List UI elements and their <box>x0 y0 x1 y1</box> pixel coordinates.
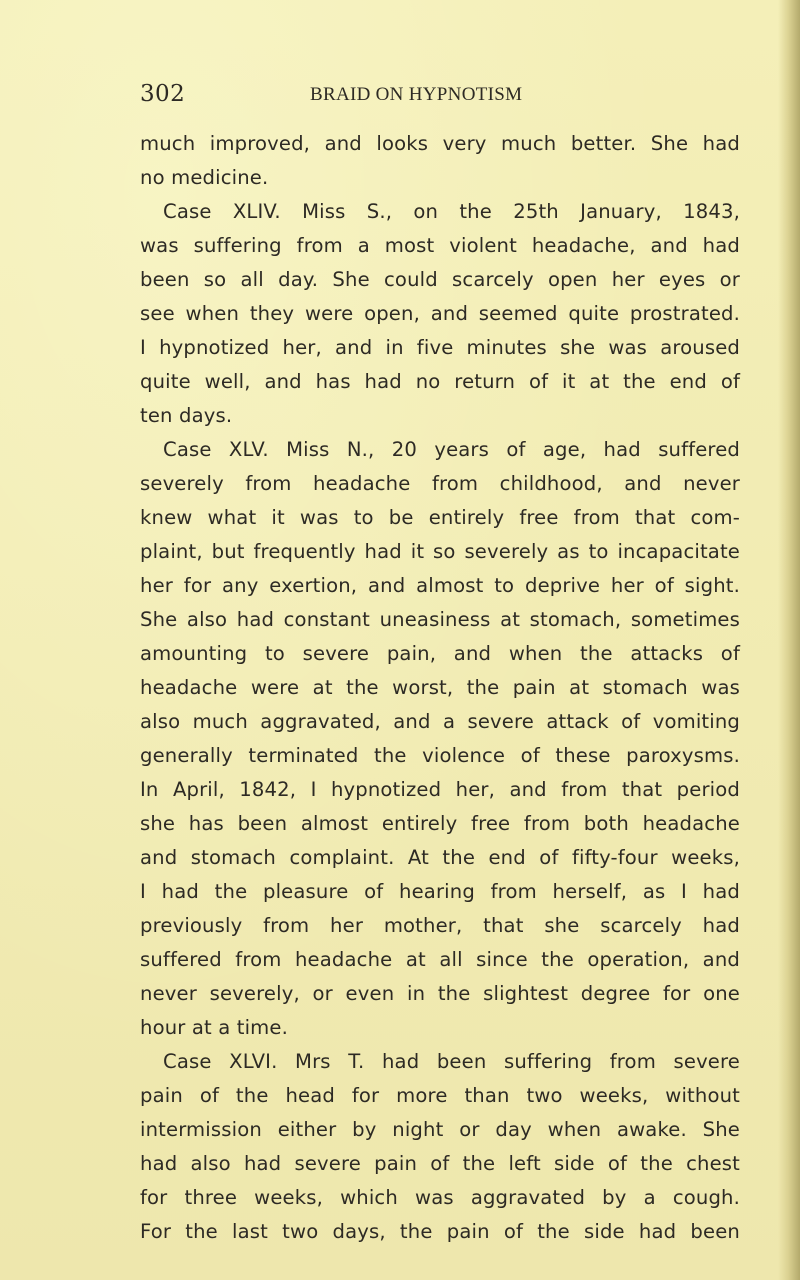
text-line: never severely, or even in the slightest degree for one <box>140 982 740 1005</box>
running-title: BRAID ON HYPNOTISM <box>310 84 523 105</box>
text-line: I hypnotized her, and in five minutes she was aroused <box>140 336 740 359</box>
text-line: hour at a time. <box>140 1016 289 1039</box>
text-line: quite well, and has had no return of it at the end of <box>140 370 740 393</box>
text-line: she has been almost entirely free from both headache <box>140 812 740 835</box>
text-line: severely from headache from childhood, and never <box>140 472 740 495</box>
text-line: previously from her mother, that she scarcely had <box>140 914 740 937</box>
body-text <box>140 128 740 1248</box>
text-line: her for any exertion, and almost to deprive her of sight. <box>140 574 740 597</box>
text-line: Case XLIV. Miss S., on the 25th January, 1843, <box>163 200 740 223</box>
page-number: 302 <box>140 81 186 107</box>
text-line: no medicine. <box>140 166 269 189</box>
text-line: headache were at the worst, the pain at stomach was <box>140 676 740 699</box>
text-line: Case XLVI. Mrs T. had been suffering from severe <box>163 1050 740 1073</box>
text-line: ten days. <box>140 404 233 427</box>
text-line: pain of the head for more than two weeks, without <box>140 1084 740 1107</box>
text-line: and stomach complaint. At the end of fifty-four weeks, <box>140 846 740 869</box>
text-line: For the last two days, the pain of the side had been <box>140 1220 740 1243</box>
text-line: see when they were open, and seemed quite prostrated. <box>140 302 740 325</box>
text-line: generally terminated the violence of these paroxysms. <box>140 744 740 767</box>
text-line: also much aggravated, and a severe attack of vomiting <box>140 710 740 733</box>
text-line: Case XLV. Miss N., 20 years of age, had suffered <box>163 438 740 461</box>
text-line: amounting to severe pain, and when the attacks of <box>140 642 740 665</box>
text-line: intermission either by night or day when awake. She <box>140 1118 740 1141</box>
text-line: had also had severe pain of the left side of the chest <box>140 1152 740 1175</box>
text-line: In April, 1842, I hypnotized her, and from that period <box>140 778 740 801</box>
text-line: She also had constant uneasiness at stomach, sometimes <box>140 608 740 631</box>
text-line: been so all day. She could scarcely open her eyes or <box>140 268 740 291</box>
text-line: I had the pleasure of hearing from herself, as I had <box>140 880 740 903</box>
text-line: much improved, and looks very much better. She had <box>140 132 740 155</box>
text-line: plaint, but frequently had it so severely as to incapacitate <box>140 540 740 563</box>
text-line: for three weeks, which was aggravated by a cough. <box>140 1186 740 1209</box>
page-header <box>140 79 740 115</box>
page-edge-shadow <box>778 0 800 1280</box>
text-line: knew what it was to be entirely free from that com- <box>140 506 740 529</box>
text-line: suffered from headache at all since the operation, and <box>140 948 740 971</box>
text-line: was suffering from a most violent headache, and had <box>140 234 740 257</box>
